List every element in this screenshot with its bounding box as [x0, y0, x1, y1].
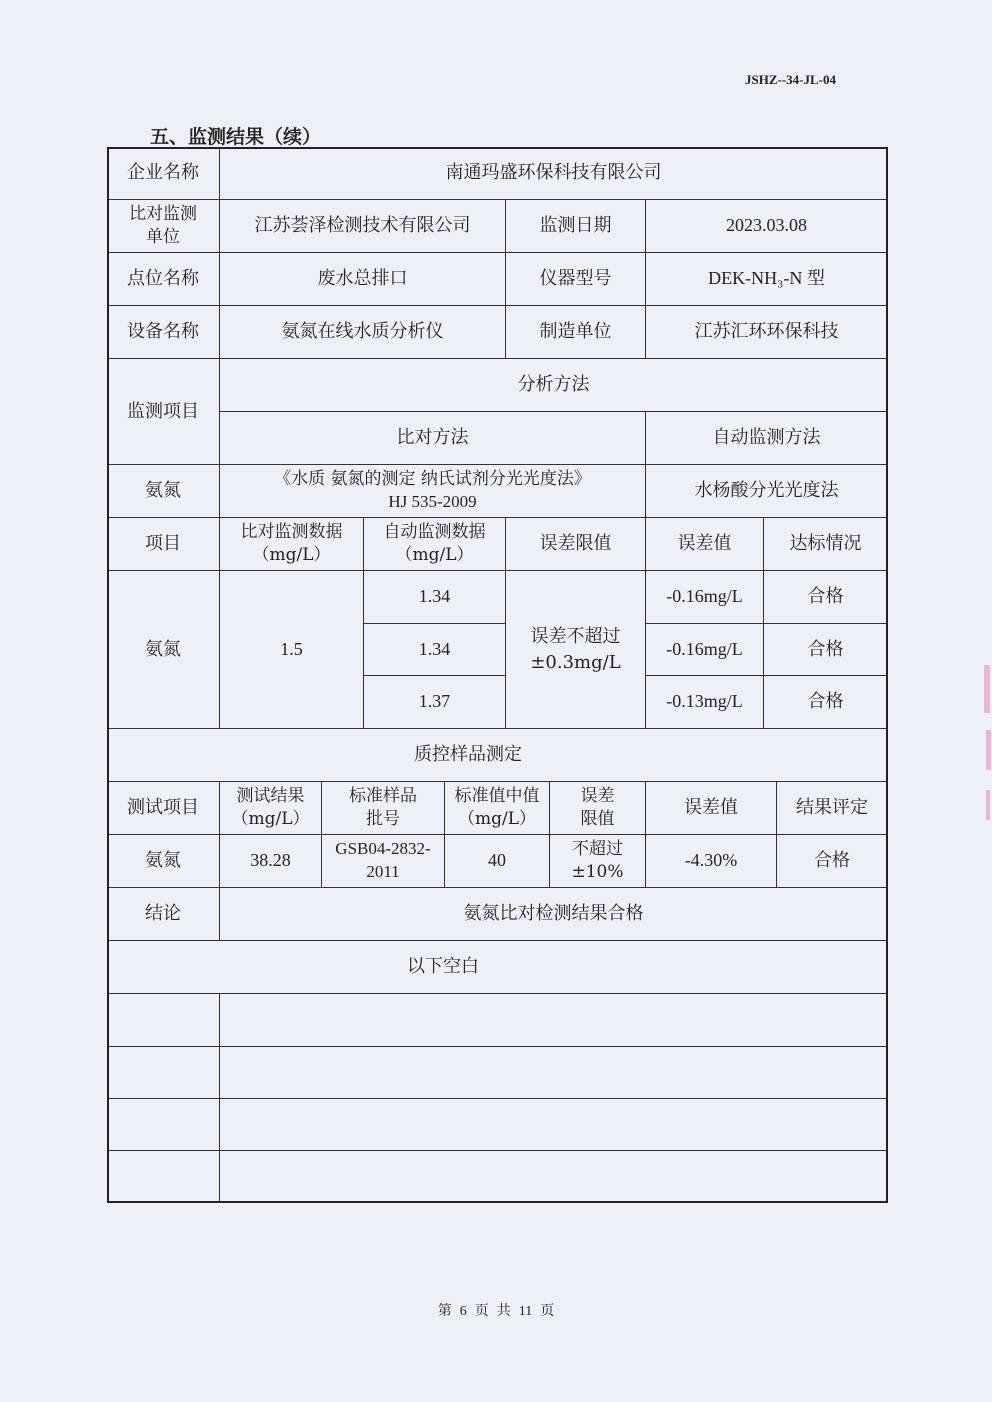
results-item-header: 项目: [107, 518, 220, 571]
compare-method-standard: HJ 535-2009: [388, 492, 477, 511]
results-limit: 误差不超过±0.3mg/L: [506, 571, 646, 729]
company-label: 企业名称: [107, 147, 220, 200]
qc-error-header: 误差值: [646, 782, 777, 835]
stamp-bleed: [986, 730, 991, 770]
date-value: 2023.03.08: [646, 200, 888, 253]
auto-value: 1.34: [364, 571, 506, 624]
qc-error: -4.30%: [646, 835, 777, 888]
blank-note: 以下空白: [107, 941, 888, 994]
compare-unit-value: 江苏荟泽检测技术有限公司: [220, 200, 506, 253]
qc-item: 氨氮: [107, 835, 220, 888]
page-total: 11: [518, 1304, 533, 1319]
point-label: 点位名称: [107, 253, 220, 306]
auto-value: 1.37: [364, 676, 506, 729]
qc-result-header: 测试结果（mg/L）: [220, 782, 322, 835]
empty-cell: [220, 1151, 888, 1203]
qc-limit: 不超过±10%: [550, 835, 646, 888]
qc-batch-header: 标准样品批号: [322, 782, 445, 835]
empty-cell: [220, 1099, 888, 1151]
auto-value: 1.34: [364, 624, 506, 676]
page-number: 6: [459, 1304, 467, 1319]
footer-suffix: 页: [540, 1304, 555, 1319]
section-title: 五、监测结果（续）: [150, 126, 322, 148]
auto-method-label: 自动监测方法: [646, 412, 888, 465]
model-value: DEK-NH₃-N 型: [646, 253, 888, 306]
qc-batch: GSB04-2832-2011: [322, 835, 445, 888]
results-limit-header: 误差限值: [506, 518, 646, 571]
results-compare-value: 1.5: [220, 571, 364, 729]
company-value: 南通玛盛环保科技有限公司: [220, 147, 888, 200]
status-value: 合格: [764, 624, 888, 676]
document-number: JSHZ--34-JL-04: [745, 72, 836, 87]
qc-std-value: 40: [445, 835, 550, 888]
method-item: 氨氮: [107, 465, 220, 518]
footer-mid1: 页: [474, 1304, 489, 1319]
point-value: 废水总排口: [220, 253, 506, 306]
results-item: 氨氮: [107, 571, 220, 729]
date-label: 监测日期: [506, 200, 646, 253]
monitoring-results-table: [107, 147, 888, 1203]
error-value: -0.16mg/L: [646, 571, 764, 624]
status-value: 合格: [764, 676, 888, 729]
auto-method: 水杨酸分光光度法: [646, 465, 888, 518]
page-footer: [0, 1300, 992, 1320]
footer-mid2: 共: [496, 1304, 511, 1319]
results-error-header: 误差值: [646, 518, 764, 571]
device-value: 氨氮在线水质分析仪: [220, 306, 506, 359]
results-status-header: 达标情况: [764, 518, 888, 571]
compare-unit-label: 比对监测单位: [107, 200, 220, 253]
error-value: -0.13mg/L: [646, 676, 764, 729]
footer-prefix: 第: [437, 1304, 452, 1319]
stamp-bleed: [984, 665, 990, 713]
compare-method-label: 比对方法: [220, 412, 646, 465]
empty-cell: [220, 994, 888, 1047]
empty-cell: [107, 1099, 220, 1151]
empty-cell: [107, 1151, 220, 1203]
empty-cell: [107, 994, 220, 1047]
analysis-method-label: 分析方法: [220, 359, 888, 412]
conclusion-text: 氨氮比对检测结果合格: [220, 888, 888, 941]
results-compare-header: 比对监测数据（mg/L）: [220, 518, 364, 571]
compare-method-name: 《水质 氨氮的测定 纳氏试剂分光光度法》: [274, 469, 591, 490]
empty-cell: [107, 1047, 220, 1099]
empty-cell: [220, 1047, 888, 1099]
model-label: 仪器型号: [506, 253, 646, 306]
qc-evaluation-header: 结果评定: [777, 782, 888, 835]
qc-limit-header: 误差限值: [550, 782, 646, 835]
qc-item-header: 测试项目: [107, 782, 220, 835]
error-value: -0.16mg/L: [646, 624, 764, 676]
conclusion-label: 结论: [107, 888, 220, 941]
compare-method: [220, 465, 646, 518]
qc-result: 38.28: [220, 835, 322, 888]
results-auto-header: 自动监测数据（mg/L）: [364, 518, 506, 571]
stamp-bleed: [986, 790, 990, 820]
device-label: 设备名称: [107, 306, 220, 359]
qc-title: 质控样品测定: [107, 729, 888, 782]
qc-std-header: 标准值中值（mg/L）: [445, 782, 550, 835]
maker-label: 制造单位: [506, 306, 646, 359]
status-value: 合格: [764, 571, 888, 624]
qc-evaluation: 合格: [777, 835, 888, 888]
maker-value: 江苏汇环环保科技: [646, 306, 888, 359]
method-item-label: 监测项目: [107, 359, 220, 465]
